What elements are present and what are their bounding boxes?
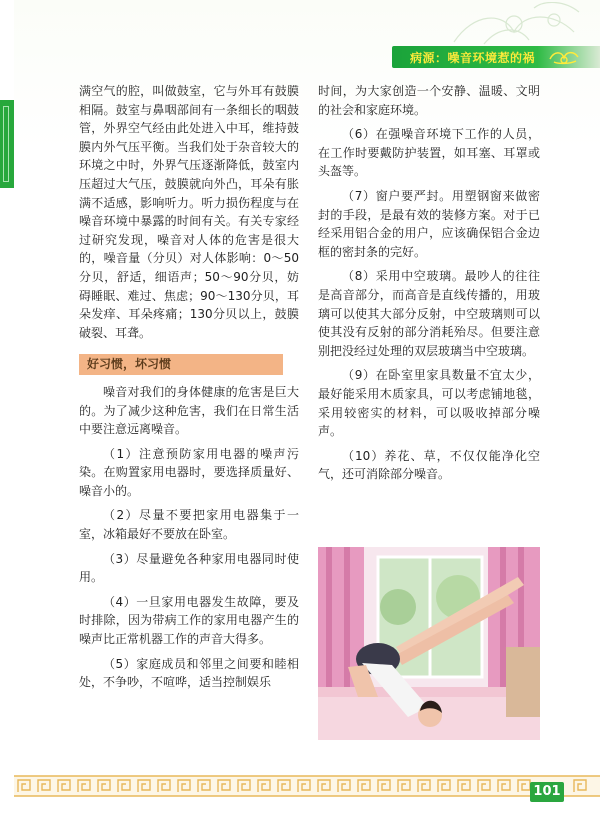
right-text-column [318,82,540,490]
list-item: （10）养花、草，不仅仅能净化空气，还可消除部分噪音。 [318,448,540,482]
left-text-column [79,82,299,698]
list-item: （2）尽量不要把家用电器集于一室，冰箱最好不要放在卧室。 [79,508,299,542]
side-tab-marker [0,100,14,188]
fret-border-icon [14,770,600,800]
list-item: （3）尽量避免各种家用电器同时使用。 [79,551,299,585]
body-paragraph: 噪音对我们的身体健康的危害是巨大的。为了减少这种危害，我们在日常生活中要注意远离噪音。 [79,384,299,437]
yoga-photo [318,547,540,740]
chapter-header-banner [392,46,600,68]
section-heading: 好习惯，坏习惯 [79,354,283,375]
list-item: （4）一旦家用电器发生故障，要及时排除，因为带病工作的家用电器产生的噪声比正常机器工作的声音大得多。 [79,594,299,647]
list-item: （6）在强噪音环境下工作的人员，在工作时要戴防护装置，如耳塞、耳罩或头盔等。 [318,127,540,179]
cloud-flourish-icon [444,2,594,48]
body-paragraph: 满空气的腔，叫做鼓室，它与外耳有鼓膜相隔。鼓室与鼻咽部间有一条细长的咽鼓管，外界空气经由此处进入中耳，维持鼓膜内外气压平衡。当我们处于杂音较大的环境之中时，外界气压逐渐降低，鼓室内压超过大气压，鼓膜就向外凸，耳朵有胀满不适感，影响听力。听力损伤程度与在噪音环境中暴露的时间有关。有关专家经过研究发现，噪音对人体的危害是很大的，噪音量（分贝）对人体影响：0～50分贝，舒适，细语声；50～90分贝，妨碍睡眠、难过、焦虑；90～130分贝，耳朵发痒、耳朵疼痛；130分贝以上，鼓膜破裂、耳聋。 [79,84,299,340]
list-item: （1）注意预防家用电器的噪声污染。在购置家用电器时，要选择质量好、噪音小的。 [79,446,299,498]
page-number: 101 [530,782,564,802]
body-paragraph: 时间，为大家创造一个安静、温暖、文明的社会和家庭环境。 [318,84,540,117]
side-tab-frame [3,106,9,182]
list-item: （9）在卧室里家具数量不宜太少，最好能采用木质家具，可以考虑铺地毯，采用较密实的材料，可以吸收掉部分噪声。 [318,368,540,439]
list-item: （7）窗户要严封。用塑钢窗来做密封的手段，是最有效的装修方案。对于已经采用铝合金的用户，应该确保铝合金边框的密封条的完好。 [318,188,540,259]
chapter-title: 病源：噪音环境惹的祸 [410,50,536,65]
cloud-ornament-icon [548,49,582,65]
list-item: （8）采用中空玻璃。最吵人的往往是高音部分，而高音是直线传播的，用玻璃可以使其大部分反射，中空玻璃则可以使其没有反射的部分消耗殆尽。但要注意别把没经过处理的双层玻璃当中空玻璃。 [318,269,540,358]
list-item: （5）家庭成员和邻里之间要和睦相处，不争吵，不喧哗，适当控制娱乐 [79,656,299,690]
